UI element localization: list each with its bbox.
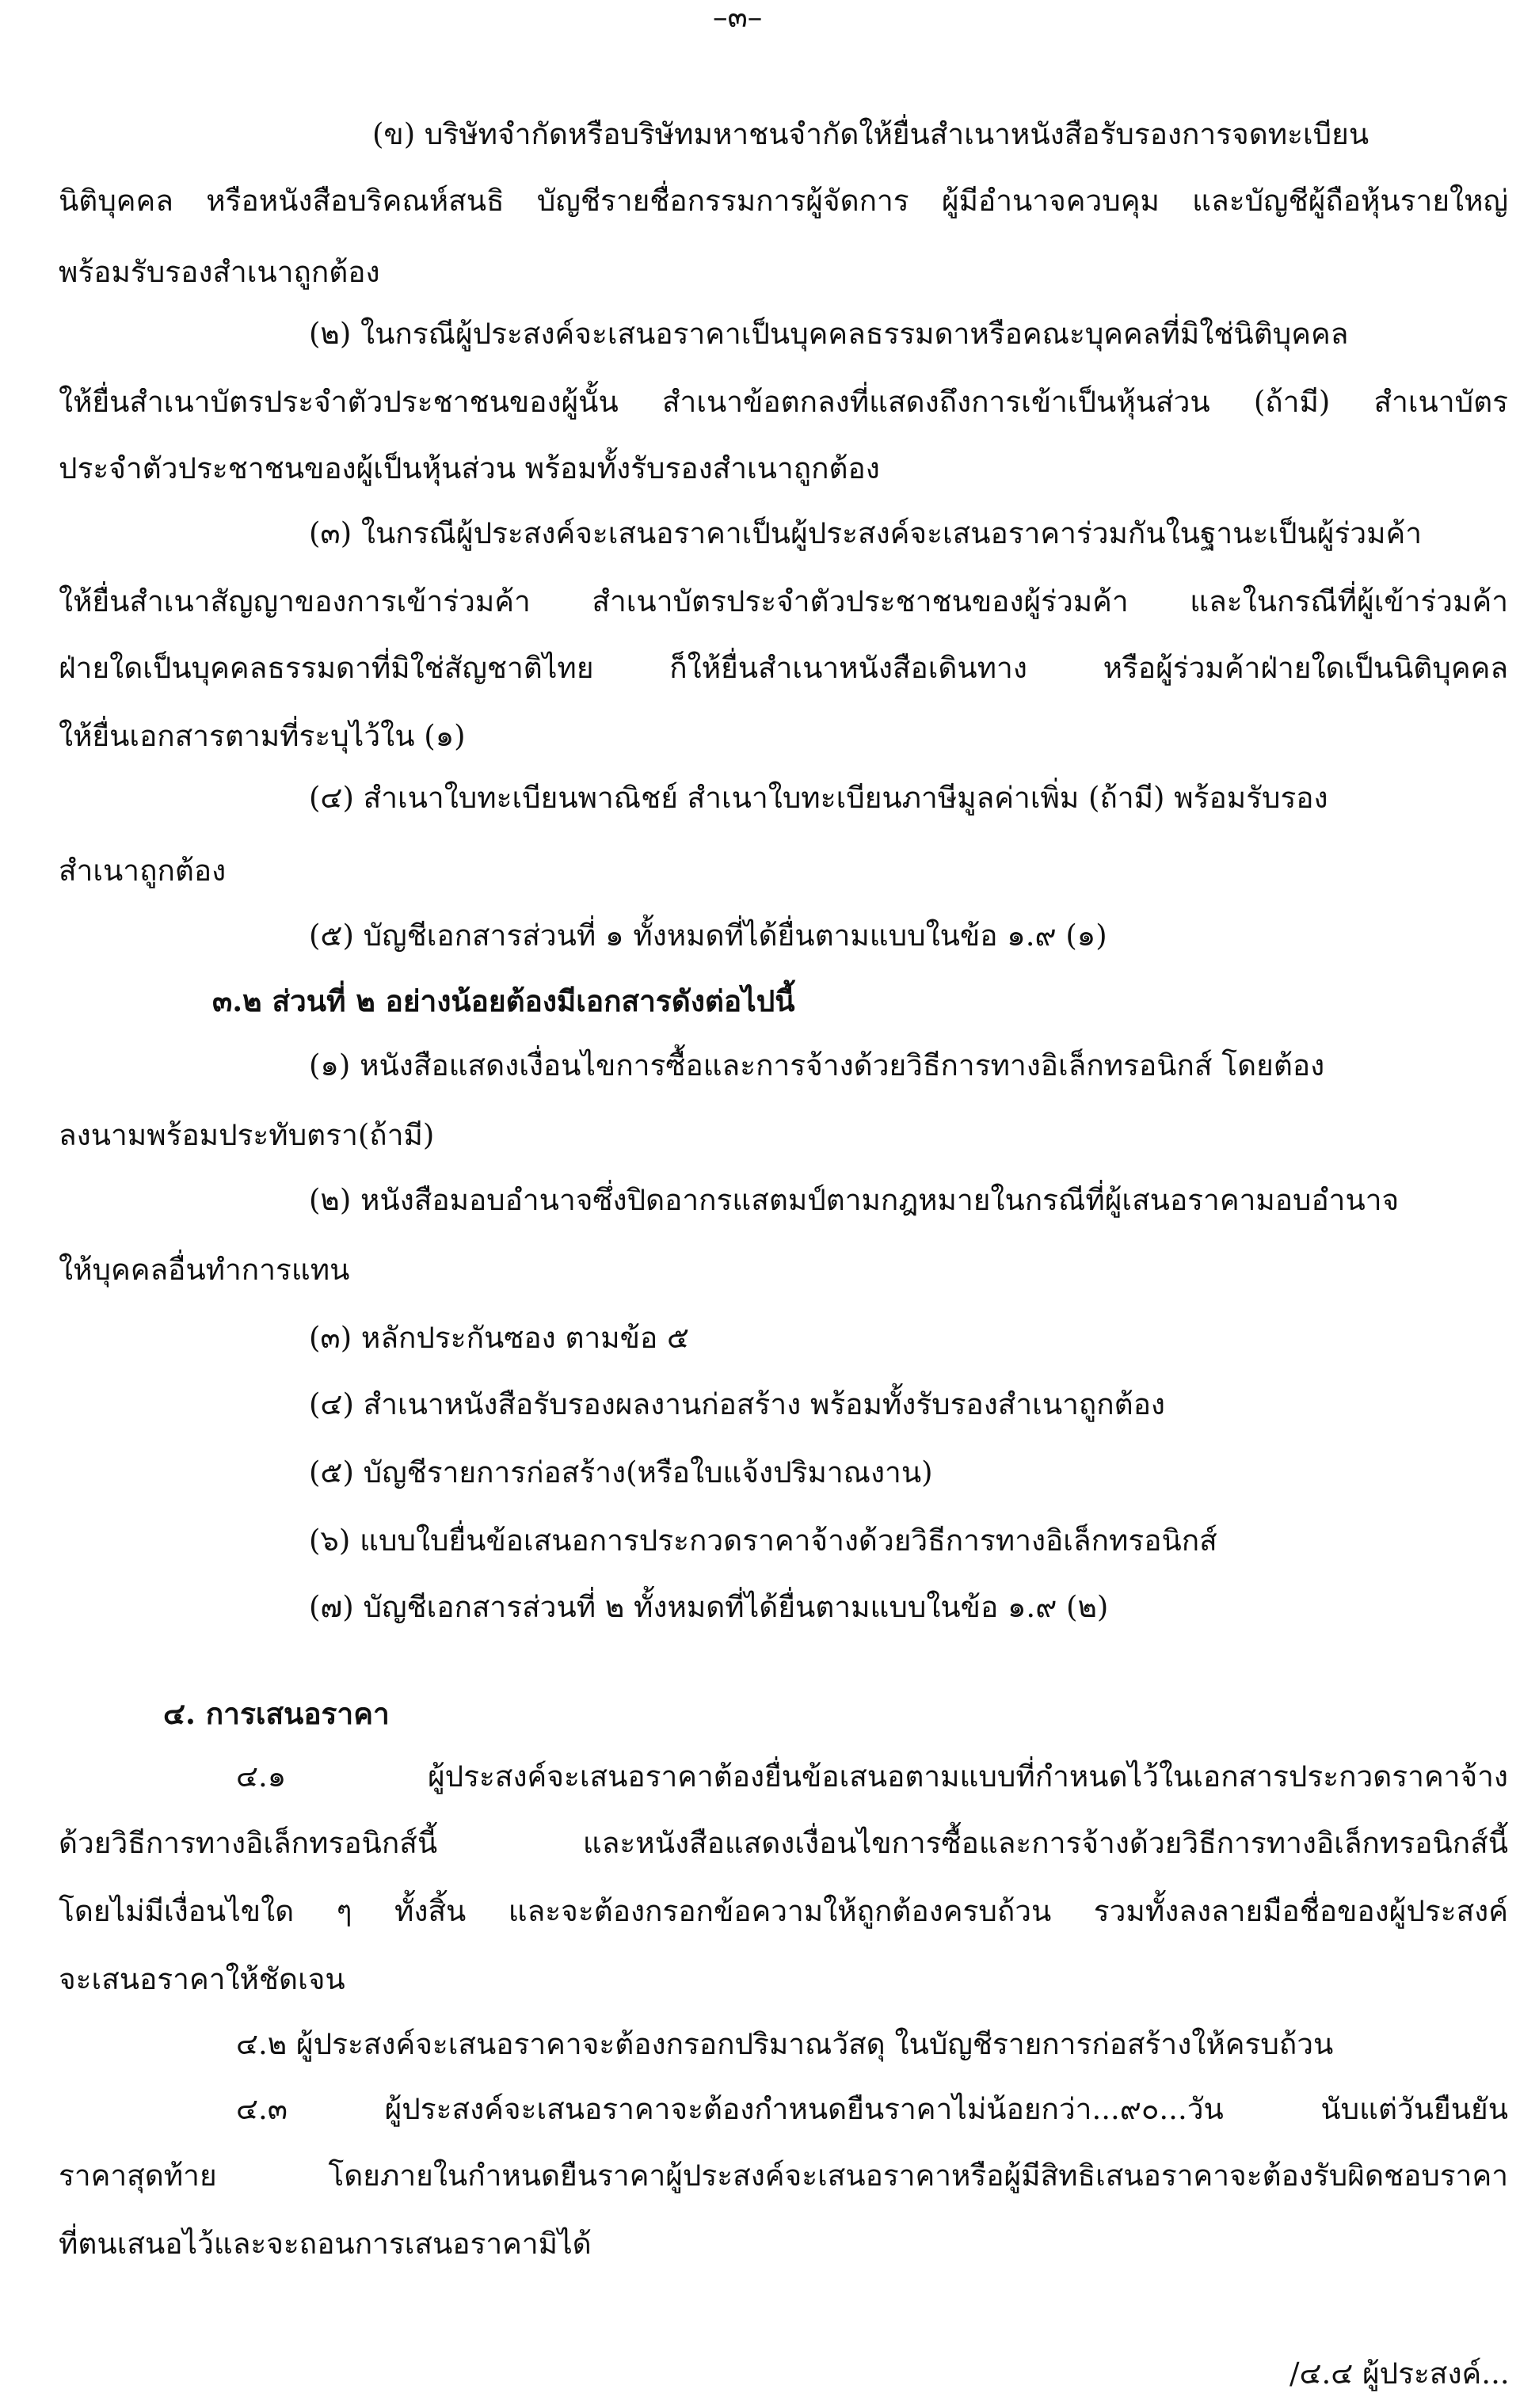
part-2-item-2-line-1: (๒) หนังสือมอบอำนาจซึ่งปิดอากรแสตมป์ตามกฎหมายในกรณีที่ผู้เสนอราคามอบอำนาจ xyxy=(309,1183,1400,1217)
item-kho-line-1: (ข) บริษัทจำกัดหรือบริษัทมหาชนจำกัดให้ยื่นสำเนาหนังสือรับรองการจดทะเบียน xyxy=(372,117,1369,151)
section-4-3-line-1: ๔.๓ ผู้ประสงค์จะเสนอราคาจะต้องกำหนดยืนราคาไม่น้อยกว่า...๙๐...วัน นับแต่วันยืนยัน xyxy=(236,2092,1508,2126)
section-4-1-line-1: ๔.๑ ผู้ประสงค์จะเสนอราคาต้องยื่นข้อเสนอตามแบบที่กำหนดไว้ในเอกสารประกวดราคาจ้าง xyxy=(236,1759,1508,1794)
item-4-line-2: สำเนาถูกต้อง xyxy=(59,854,227,888)
item-2-line-3: ประจำตัวประชาชนของผู้เป็นหุ้นส่วน พร้อมทั้งรับรองสำเนาถูกต้อง xyxy=(59,451,880,485)
item-4-line-1: (๔) สำเนาใบทะเบียนพาณิชย์ สำเนาใบทะเบียนภาษีมูลค่าเพิ่ม (ถ้ามี) พร้อมรับรอง xyxy=(309,781,1328,815)
item-3-line-2: ให้ยื่นสำเนาสัญญาของการเข้าร่วมค้า สำเนาบัตรประจำตัวประชาชนของผู้ร่วมค้า และในกรณีที่ผู้เข้าร่วมค้า xyxy=(59,584,1508,618)
section-4-1-line-2: ด้วยวิธีการทางอิเล็กทรอนิกส์นี้ และหนังสือแสดงเงื่อนไขการซื้อและการจ้างด้วยวิธีการทางอิเล็กทรอนิกส์นี้ xyxy=(59,1826,1508,1860)
section-4-1-line-4: จะเสนอราคาให้ชัดเจน xyxy=(59,1962,345,1996)
item-2-line-1: (๒) ในกรณีผู้ประสงค์จะเสนอราคาเป็นบุคคลธรรมดาหรือคณะบุคคลที่มิใช่นิติบุคคล xyxy=(309,317,1349,351)
item-3-line-1: (๓) ในกรณีผู้ประสงค์จะเสนอราคาเป็นผู้ประสงค์จะเสนอราคาร่วมกันในฐานะเป็นผู้ร่วมค้า xyxy=(309,516,1423,550)
part-2-item-7: (๗) บัญชีเอกสารส่วนที่ ๒ ทั้งหมดที่ได้ยื่นตามแบบในข้อ ๑.๙ (๒) xyxy=(309,1590,1109,1624)
item-3-line-4: ให้ยื่นเอกสารตามที่ระบุไว้ใน (๑) xyxy=(59,719,466,753)
section-4-2: ๔.๒ ผู้ประสงค์จะเสนอราคาจะต้องกรอกปริมาณวัสดุ ในบัญชีรายการก่อสร้างให้ครบถ้วน xyxy=(236,2027,1334,2061)
part-2-item-1-line-2: ลงนามพร้อมประทับตรา(ถ้ามี) xyxy=(59,1118,435,1152)
section-4-3-line-2: ราคาสุดท้าย โดยภายในกำหนดยืนราคาผู้ประสงค์จะเสนอราคาหรือผู้มีสิทธิเสนอราคาจะต้องรับผิดชอบราคา xyxy=(59,2159,1508,2193)
continuation-note: /๔.๔ ผู้ประสงค์... xyxy=(1289,2357,1510,2391)
part-2-heading: ๓.๒ ส่วนที่ ๒ อย่างน้อยต้องมีเอกสารดังต่อไปนี้ xyxy=(212,983,795,1018)
item-3-line-3: ฝ่ายใดเป็นบุคคลธรรมดาที่มิใช่สัญชาติไทย ก็ให้ยื่นสำเนาหนังสือเดินทาง หรือผู้ร่วมค้าฝ่ายใดเป็นนิติบุคคล xyxy=(59,651,1508,685)
item-kho-line-3: พร้อมรับรองสำเนาถูกต้อง xyxy=(59,255,380,289)
part-2-item-2-line-2: ให้บุคคลอื่นทำการแทน xyxy=(59,1253,350,1287)
section-4-3-line-3: ที่ตนเสนอไว้และจะถอนการเสนอราคามิได้ xyxy=(59,2227,592,2261)
part-2-item-5: (๕) บัญชีรายการก่อสร้าง(หรือใบแจ้งปริมาณงาน) xyxy=(309,1455,933,1489)
part-2-item-1-line-1: (๑) หนังสือแสดงเงื่อนไขการซื้อและการจ้างด้วยวิธีการทางอิเล็กทรอนิกส์ โดยต้อง xyxy=(309,1048,1325,1082)
item-2-line-2: ให้ยื่นสำเนาบัตรประจำตัวประชาชนของผู้นั้น สำเนาข้อตกลงที่แสดงถึงการเข้าเป็นหุ้นส่วน (ถ้ามี) สำเนาบัตร xyxy=(59,385,1508,419)
page-number: –๓– xyxy=(713,0,763,34)
item-kho-line-2: นิติบุคคล หรือหนังสือบริคณห์สนธิ บัญชีรายชื่อกรรมการผู้จัดการ ผู้มีอำนาจควบคุม และบัญชีผู้ถือหุ้นรายใหญ่ xyxy=(59,184,1508,218)
section-4-1-line-3: โดยไม่มีเงื่อนไขใด ๆ ทั้งสิ้น และจะต้องกรอกข้อความให้ถูกต้องครบถ้วน รวมทั้งลงลายมือชื่อของผู้ประสงค์ xyxy=(59,1894,1508,1928)
part-2-item-6: (๖) แบบใบยื่นข้อเสนอการประกวดราคาจ้างด้วยวิธีการทางอิเล็กทรอนิกส์ xyxy=(309,1524,1217,1558)
item-5: (๕) บัญชีเอกสารส่วนที่ ๑ ทั้งหมดที่ได้ยื่นตามแบบในข้อ ๑.๙ (๑) xyxy=(309,919,1107,953)
section-4-heading: ๔. การเสนอราคา xyxy=(163,1696,390,1731)
part-2-item-4: (๔) สำเนาหนังสือรับรองผลงานก่อสร้าง พร้อมทั้งรับรองสำเนาถูกต้อง xyxy=(309,1387,1166,1421)
part-2-item-3: (๓) หลักประกันซอง ตามข้อ ๕ xyxy=(309,1321,689,1355)
